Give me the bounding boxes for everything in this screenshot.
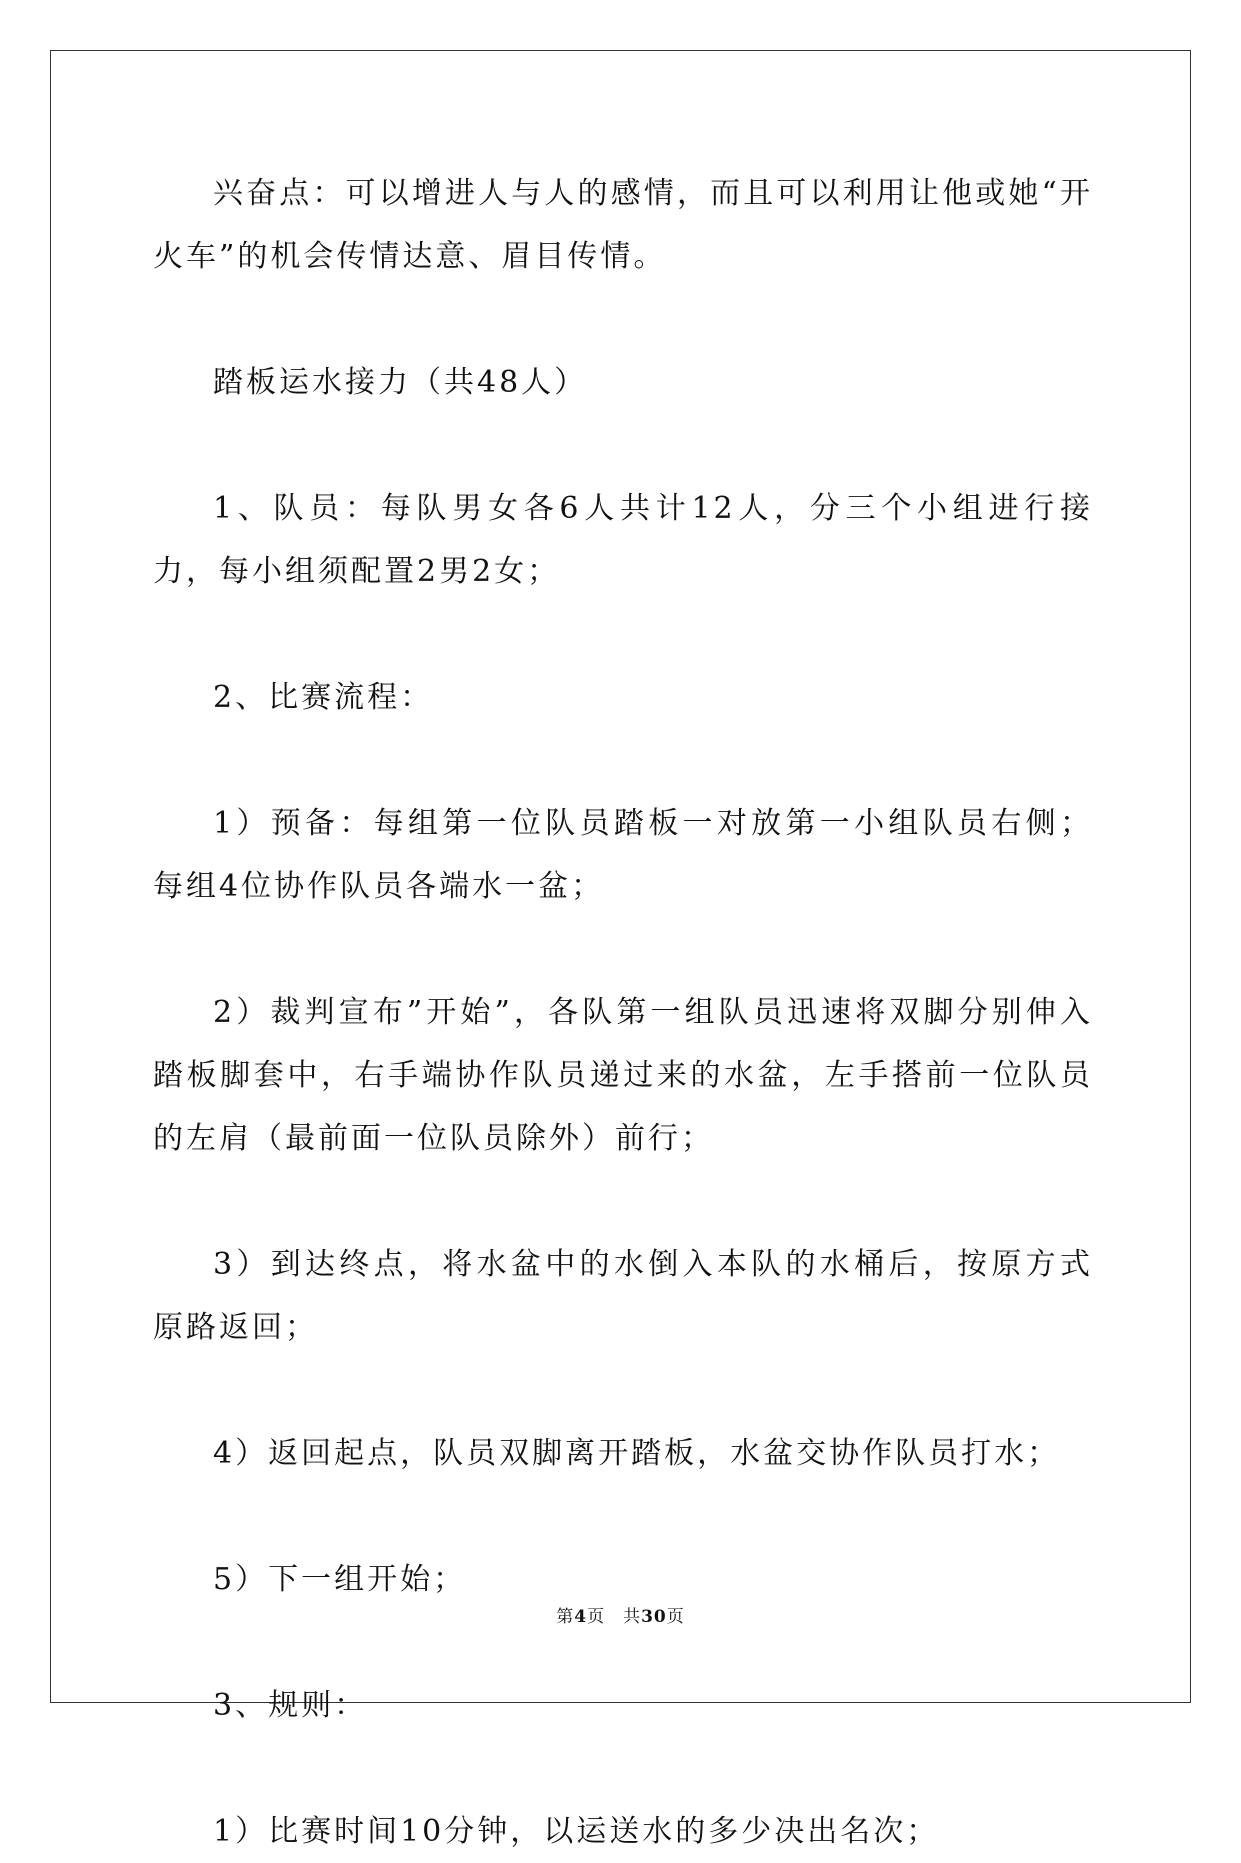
paragraph-excitement: 兴奋点：可以增进人与人的感情，而且可以利用让他或她“开火车”的机会传情达意、眉目传情。 — [153, 176, 1093, 274]
paragraph-step-arrive: 3）到达终点，将水盆中的水倒入本队的水桶后，按原方式原路返回； — [153, 1247, 1093, 1345]
paragraph-step-next: 5）下一组开始； — [213, 1562, 467, 1597]
footer-prefix: 第 — [556, 1607, 575, 1627]
paragraph-step-prepare: 1）预备：每组第一位队员踏板一对放第一小组队员右侧；每组4位协作队员各端水一盆； — [153, 806, 1093, 904]
paragraph-process-heading: 2、比赛流程： — [213, 680, 434, 715]
paragraph-step-return: 4）返回起点，队员双脚离开踏板，水盆交协作队员打水； — [213, 1436, 1061, 1471]
footer-suffix: 页 — [666, 1607, 685, 1627]
paragraph-step-start: 2）裁判宣布”开始”，各队第一组队员迅速将双脚分别伸入踏板脚套中，右手端协作队员递过来的水盆，左手搭前一位队员的左肩（最前面一位队员除外）前行； — [153, 995, 1093, 1156]
paragraph-team-members: 1、队员：每队男女各6人共计12人，分三个小组进行接力，每小组须配置2男2女； — [153, 491, 1093, 589]
footer-middle: 页 共 — [587, 1607, 642, 1627]
paragraph-relay-title: 踏板运水接力（共48人） — [213, 365, 588, 400]
page-number-footer — [0, 1602, 1241, 1627]
total-page-count: 30 — [641, 1607, 667, 1627]
paragraph-rule-time: 1）比赛时间10分钟，以运送水的多少决出名次； — [213, 1814, 940, 1849]
current-page-number: 4 — [574, 1607, 588, 1627]
paragraph-rules-heading: 3、规则： — [213, 1688, 368, 1723]
